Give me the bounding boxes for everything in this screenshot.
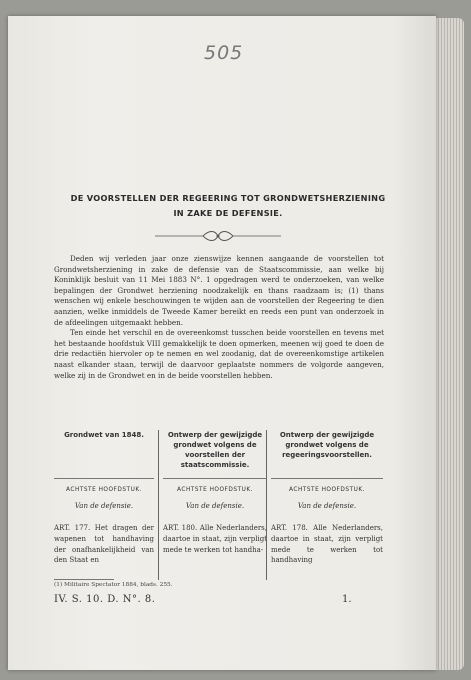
column-subsection: Van de defensie.: [297, 502, 357, 510]
column-rule: [163, 478, 267, 479]
title-line-1: DE VOORSTELLEN DER REGEERING TOT GRONDWETSHERZIENING: [70, 193, 386, 203]
column-heading: Ontwerp der gewijzigde grondwet volgens de regeeringsvoorstellen.: [279, 431, 375, 459]
footnote: (1) Militaire Spectator 1884, blads. 255.: [54, 582, 173, 588]
column-article: ART. 178. Alle Nederlanders, daartoe in staat, zijn verpligt mede te werken tot handhaving: [271, 524, 383, 565]
comparison-columns: [54, 430, 382, 580]
paragraph-2: Ten einde het verschil en de overeenkomst tusschen beide voorstellen en tevens met het bestaande hoofdstuk VIII gemakkelijk te doen opmerken, meenen wij goed te doen de drie redactiën hiervoler op te nemen en wel zoodanig, dat de overeenkomstige artikelen naast elkander staan, terwijl de daarvoor geplaatste nommers de volgorde aangeven, welke zij in de Grondwet en in de beide voorstellen hebben.: [54, 328, 384, 380]
body-text: [54, 254, 384, 381]
column-regeeringsvoorstellen: [266, 430, 383, 580]
column-heading: Grondwet van 1848.: [64, 431, 144, 439]
page: [8, 16, 436, 670]
folio-number: 1.: [342, 594, 352, 605]
column-article: ART. 177. Het dragen der wapenen tot handhaving der onafhankelijkheid van den Staat en: [54, 524, 154, 565]
ornament-divider-icon: [153, 229, 283, 243]
article-title: [48, 191, 408, 221]
column-section: ACHTSTE HOOFDSTUK.: [289, 487, 365, 493]
paragraph-1: Deden wij verleden jaar onze zienswijze kennen aangaande de voorstellen tot Grondwetsherziening in zake de defensie van de Staatscommissie, aan welke bij Koninklijk besluit van 11 Mei 1883 N°. 1 opgedragen werd te onderzoeken, van welke bepalingen der Grondwet herziening noodzakelijk en thans raadzaam is; (1) thans wenschen wij enkele beschouwingen te wijden aan de voorstellen der Regeering te dien aanzien, welke inmiddels de Tweede Kamer bereikt en reeds een punt van onderzoek in de afdeelingen uitgemaakt hebben.: [54, 254, 384, 327]
footnote-rule: [54, 579, 114, 580]
column-rule: [54, 478, 154, 479]
column-section: ACHTSTE HOOFDSTUK.: [177, 487, 253, 493]
column-rule: [271, 478, 383, 479]
column-staatscommissie: [158, 430, 267, 580]
title-line-2: IN ZAKE DE DEFENSIE.: [173, 208, 283, 218]
column-article: ART. 180. Alle Nederlanders, daartoe in staat, zijn verpligt mede te werken tot handha-: [163, 524, 267, 554]
column-heading: Ontwerp der gewijzigde grondwet volgens de voorstellen der staatscommissie.: [167, 431, 263, 469]
column-section: ACHTSTE HOOFDSTUK.: [66, 487, 142, 493]
column-grondwet-1848: [54, 430, 154, 580]
signature-mark: IV. S. 10. D. N°. 8.: [54, 594, 156, 605]
column-subsection: Van de defensie.: [74, 502, 134, 510]
handwritten-page-number: 505: [204, 42, 244, 64]
column-subsection: Van de defensie.: [185, 502, 245, 510]
